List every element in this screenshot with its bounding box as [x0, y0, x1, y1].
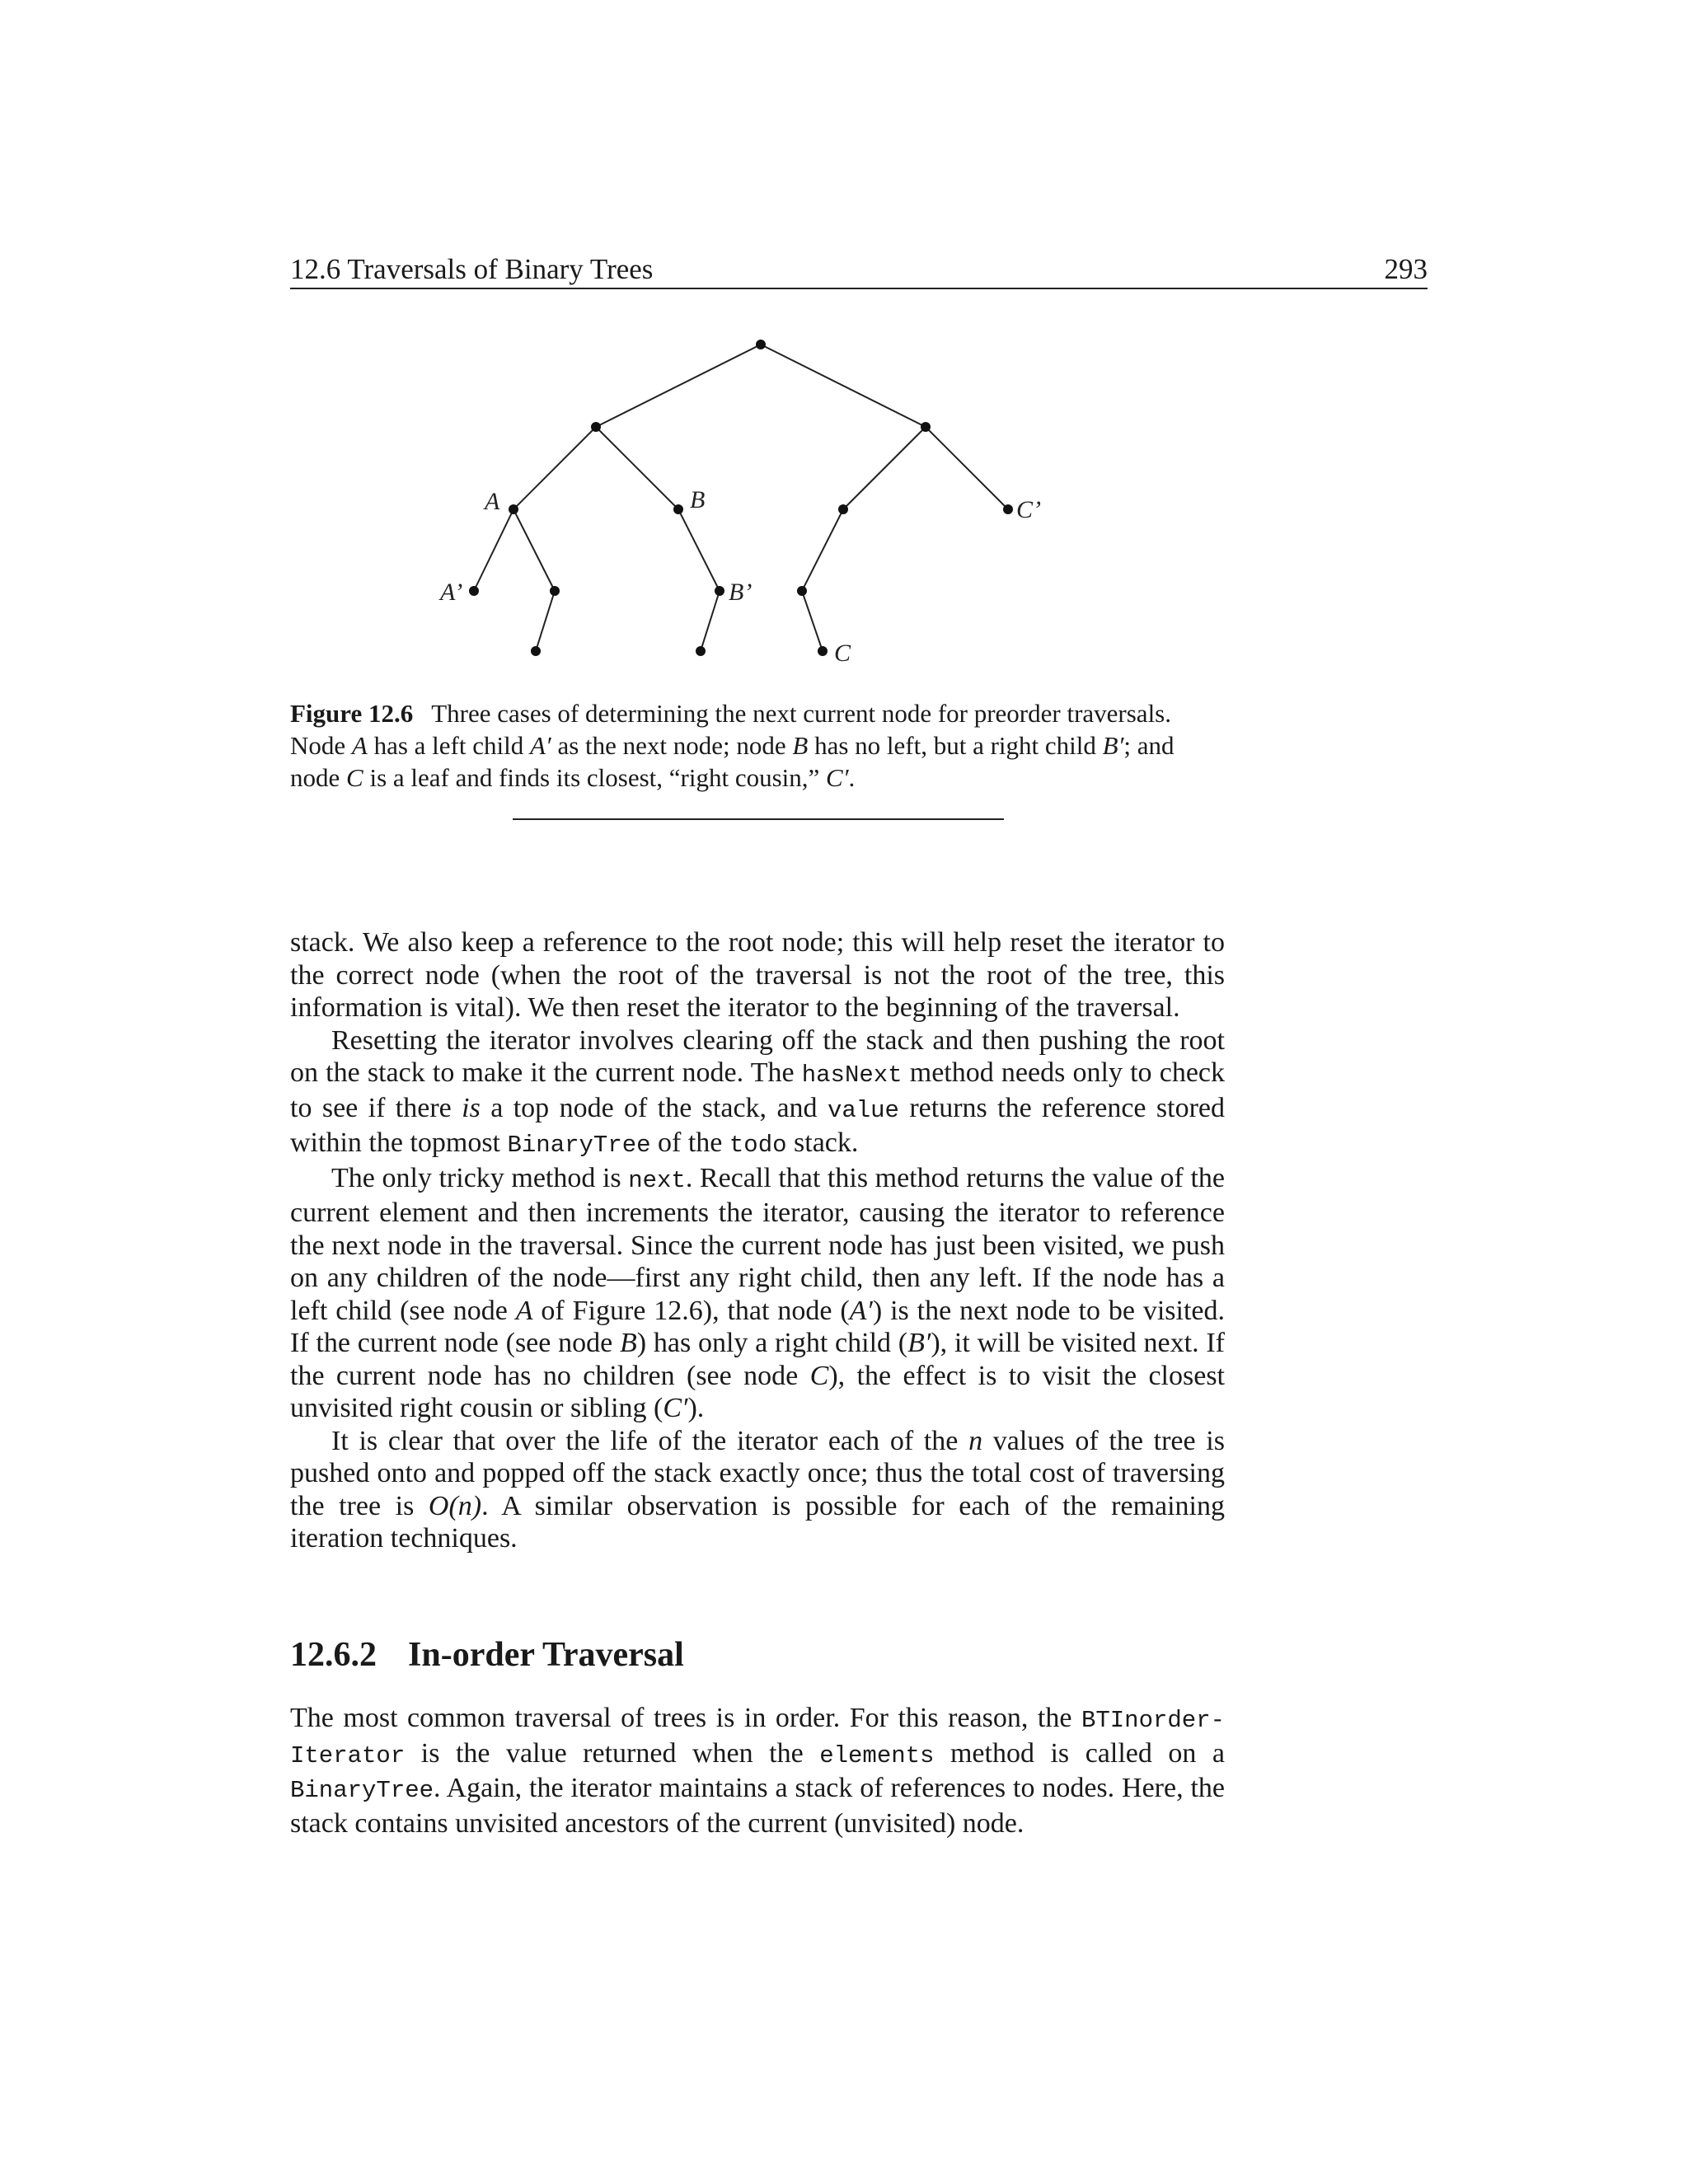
tree-node-b-prime	[715, 586, 724, 596]
text-run: . Recall that this method returns the value of the current element and then increments the iterator, causing the iterator to reference the next node in the traversal. Since the current node has just been visited, we push on any children of the node—first any right child, then any left. If the node has a left child (see node	[290, 1162, 1225, 1326]
tree-edge	[926, 427, 1008, 509]
code-todo: todo	[729, 1132, 787, 1159]
tree-node	[550, 586, 560, 596]
text-run: ), the effect is to visit the closest unvisited right cousin or sibling (	[290, 1360, 1225, 1423]
math-var: n	[968, 1425, 983, 1456]
tree-node-c	[818, 646, 828, 656]
caption-var: C′	[826, 763, 849, 792]
text-run: of Figure 12.6), that node (	[532, 1295, 850, 1326]
code-elements: elements	[819, 1741, 935, 1769]
text-run: ) is the next node to be visited. If the current node (see node	[290, 1295, 1225, 1358]
text-run: stack.	[786, 1127, 859, 1158]
code-binary-tree: BinaryTree	[507, 1132, 651, 1159]
tree-node-c-prime	[1003, 504, 1013, 514]
caption-text: Three cases of determining the next current node for preorder traversals. Node	[290, 699, 1171, 760]
binary-tree-figure	[0, 0, 1688, 692]
text-run: ).	[687, 1393, 705, 1423]
text-run: method needs only to check to see if there	[290, 1057, 1226, 1123]
caption-text: .	[848, 763, 856, 792]
tree-node	[591, 422, 601, 432]
math-var: A′	[849, 1295, 873, 1326]
text-run: a top node of the stack, and	[480, 1092, 828, 1123]
code-has-next: hasNext	[801, 1062, 903, 1089]
tree-edge	[701, 591, 720, 651]
section-heading	[290, 1632, 684, 1678]
tree-edge	[513, 509, 555, 591]
label-a-prime: A’	[440, 579, 463, 606]
text-run: Resetting the iterator involves clearing off the stack and then pushing the root on the stack to make it the current node. The	[290, 1024, 1225, 1088]
page-number: 293	[1384, 253, 1428, 285]
tree-edge	[536, 591, 555, 651]
math-var: B′	[907, 1328, 931, 1358]
body-text	[290, 926, 1225, 1555]
label-c: C	[834, 640, 851, 667]
tree-edge	[596, 427, 678, 509]
caption-var: B	[792, 731, 809, 760]
caption-text: ; and node	[290, 731, 1175, 792]
label-c-prime: C’	[1016, 496, 1041, 523]
section-title: In-order Traversal	[408, 1636, 684, 1674]
text-run: is the value returned when the	[405, 1737, 820, 1769]
tree-node-root	[756, 340, 766, 349]
code-binary-tree: BinaryTree	[290, 1777, 434, 1804]
tree-node	[696, 646, 706, 656]
text-run: It is clear that over the life of the iterator each of the	[331, 1425, 969, 1456]
caption-text: has a left child	[367, 731, 530, 760]
tree-edge	[513, 427, 596, 509]
math-var: C′	[663, 1393, 688, 1423]
math-big-o: O(n)	[428, 1490, 482, 1521]
math-var: C	[809, 1360, 829, 1391]
paragraph	[290, 1702, 1225, 1840]
label-b-prime: B’	[729, 579, 753, 606]
header-section-title: 12.6 Traversals of Binary Trees	[290, 253, 654, 285]
caption-var: A′	[529, 731, 551, 760]
code-next: next	[628, 1166, 686, 1194]
figure-separator-rule	[513, 818, 1004, 820]
tree-node-b	[673, 504, 683, 514]
caption-text: as the next node; node	[551, 731, 793, 760]
math-var: B	[620, 1328, 637, 1358]
code-bt-inorder-iterator: BTInorder-Iterator	[290, 1707, 1225, 1769]
caption-var: B′	[1102, 731, 1124, 760]
paragraph	[290, 1425, 1225, 1555]
tree-node	[838, 504, 848, 514]
figure-label: Figure 12.6	[290, 699, 414, 728]
tree-edge	[678, 509, 720, 591]
tree-node-a-prime	[469, 586, 479, 596]
caption-var: A	[351, 731, 368, 760]
paragraph	[290, 1024, 1225, 1162]
tree-edge	[802, 591, 823, 651]
tree-node	[531, 646, 541, 656]
text-run: The most common traversal of trees is in order. For this reason, the	[290, 1703, 1081, 1733]
tree-edge	[596, 344, 761, 427]
code-value: value	[827, 1096, 899, 1124]
caption-text: has no left, but a right child	[808, 731, 1103, 760]
text-run: ) has only a right child (	[636, 1328, 908, 1358]
math-var: A	[515, 1295, 533, 1326]
label-b: B	[690, 486, 706, 513]
text-run: of the	[650, 1127, 729, 1158]
emphasis: is	[462, 1092, 481, 1123]
text-run: . A similar observation is possible for each of the remaining iteration techniques.	[290, 1490, 1225, 1554]
text-run: . Again, the iterator maintains a stack of references to nodes. Here, the stack contains unvisited ancestors of the current (unvisited) node.	[290, 1773, 1225, 1839]
text-run: The only tricky method is	[331, 1162, 629, 1193]
paragraph: stack. We also keep a reference to the root node; this will help reset the iterator to the correct node (when the root of the traversal is not the root of the tree, this information is vital). We then reset the iterator to the beginning of the traversal.	[290, 927, 1225, 1023]
tree-node-a	[509, 504, 518, 514]
label-a: A	[485, 488, 500, 515]
section-number: 12.6.2	[290, 1636, 377, 1674]
tree-node	[921, 422, 931, 432]
paragraph	[290, 1162, 1225, 1425]
tree-edge	[761, 344, 926, 427]
text-run: ), it will be visited next. If the current node has no children (see node	[290, 1328, 1225, 1391]
tree-edge	[802, 509, 843, 591]
text-run: returns the reference stored within the topmost	[290, 1092, 1225, 1158]
caption-text: is a leaf and finds its closest, “right cousin,”	[363, 763, 827, 792]
text-run: method is called on a	[934, 1737, 1226, 1769]
section-body-text	[290, 1702, 1225, 1840]
tree-node	[797, 586, 807, 596]
figure-caption	[290, 697, 1230, 794]
tree-edge	[843, 427, 926, 509]
caption-var: C	[346, 763, 363, 792]
text-run: values of the tree is pushed onto and popped off the stack exactly once; thus the total cost of traversing the tree is	[290, 1425, 1225, 1521]
tree-edge	[474, 509, 513, 591]
